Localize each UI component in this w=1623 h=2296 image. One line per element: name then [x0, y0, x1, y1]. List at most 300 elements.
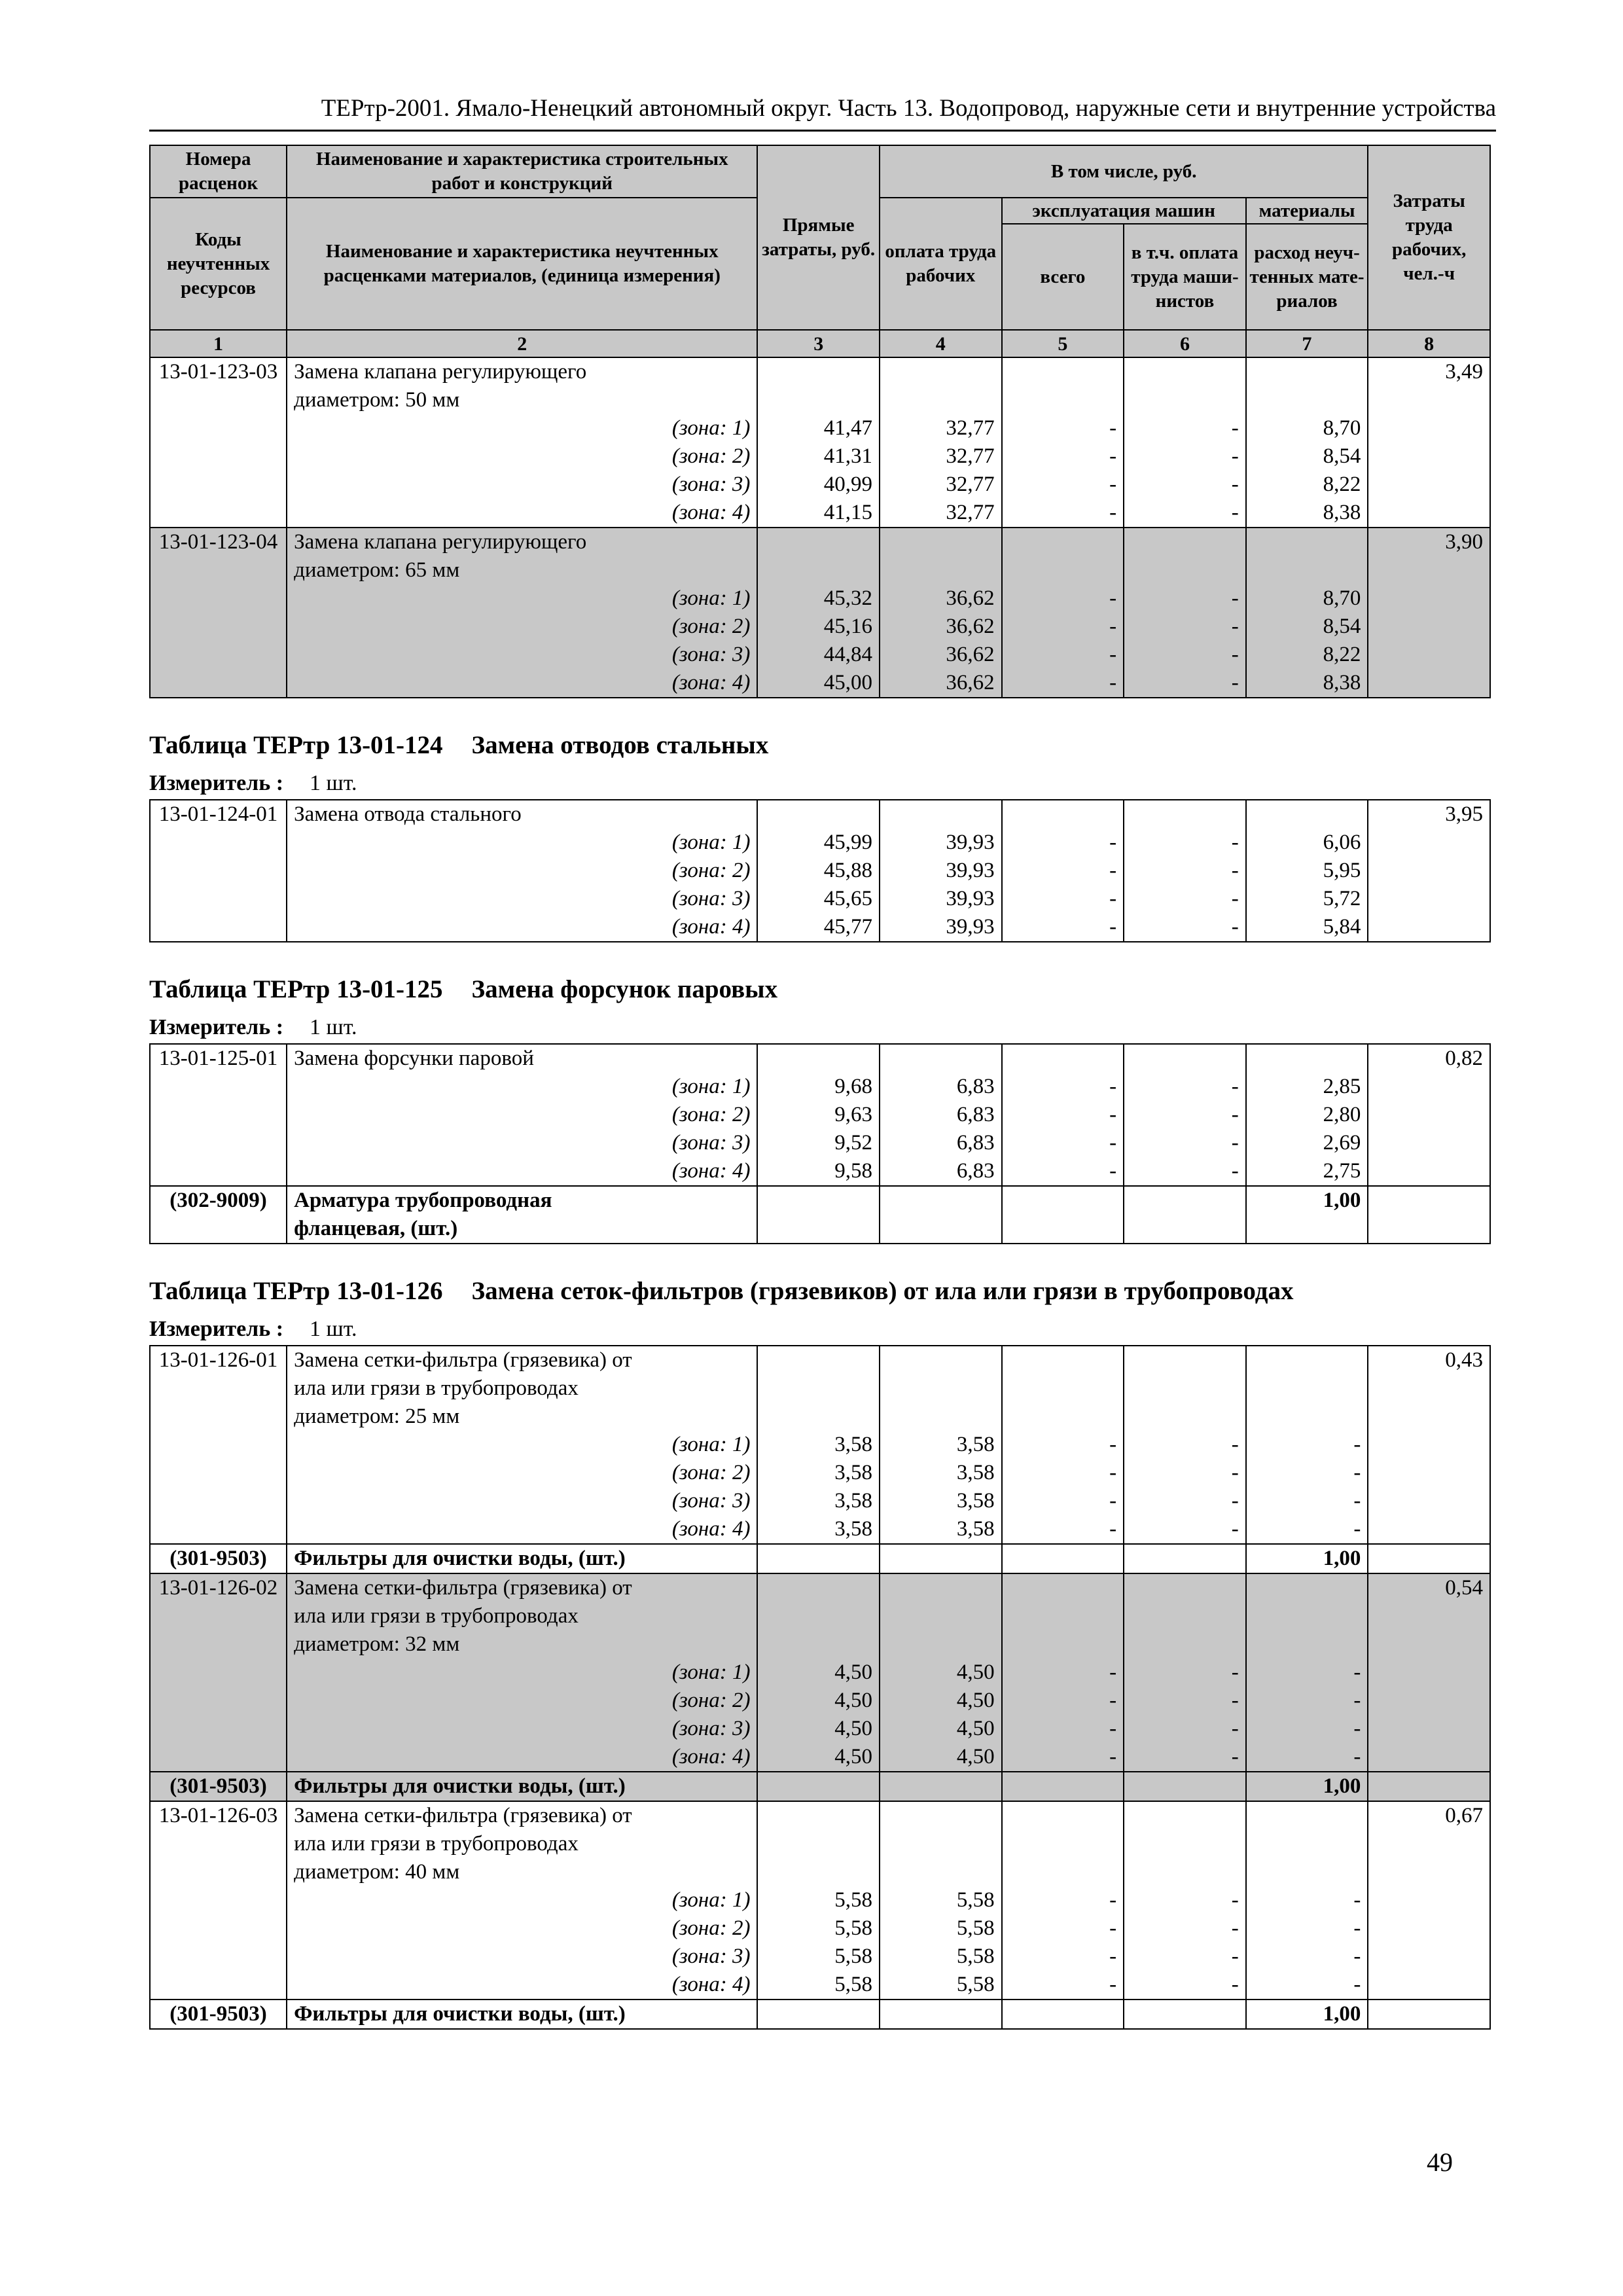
- cell-line: 45,77: [823, 915, 873, 939]
- spacer: [1253, 1374, 1361, 1403]
- machinist-pay: [1124, 1801, 1246, 2000]
- col6-header: в т.ч. оплата труда маши-нистов: [1124, 224, 1246, 330]
- empty-cell: [1002, 1544, 1124, 1573]
- rate-row: [150, 1573, 1490, 1772]
- cell-line: 9,63: [834, 1103, 873, 1126]
- cell-line: -: [1109, 859, 1117, 882]
- cell-line: -: [1109, 1973, 1117, 1996]
- cell-line: -: [1109, 831, 1117, 854]
- cell-line: (зона: 1): [671, 831, 751, 854]
- cell-line: 2,80: [1323, 1103, 1361, 1126]
- cell-line: -: [1353, 1660, 1361, 1684]
- direct-cost: [757, 1044, 880, 1186]
- spacer: [887, 528, 995, 556]
- resource-name: [287, 2000, 757, 2029]
- machine-cost: [1002, 800, 1124, 942]
- cell-line: 4,50: [834, 1717, 873, 1740]
- machine-cost: [1002, 1573, 1124, 1772]
- col7-header: расход неуч-тенных мате-риалов: [1246, 224, 1368, 330]
- spacer: [1253, 1045, 1361, 1073]
- cell-line: 45,88: [823, 859, 873, 882]
- cell-line: -: [1231, 1517, 1239, 1541]
- meter-line: [149, 1012, 1496, 1043]
- cell-line: (зона: 3): [671, 1945, 751, 1968]
- spacer: [887, 1403, 995, 1431]
- cell-line: 4,50: [834, 1689, 873, 1712]
- cell-line: 4,50: [956, 1745, 995, 1768]
- cell-line: -: [1231, 501, 1239, 524]
- spacer: [887, 1802, 995, 1830]
- empty-cell: [1002, 1186, 1124, 1244]
- cell-line: -: [1353, 1973, 1361, 1996]
- empty-cell: [1124, 1186, 1246, 1244]
- spacer: [1253, 386, 1361, 414]
- cell-line: -: [1353, 1489, 1361, 1513]
- machinist-pay: [1124, 1573, 1246, 1772]
- incl-header: В том числе, руб.: [880, 145, 1368, 198]
- spacer: [764, 1045, 872, 1073]
- direct-cost: [757, 1346, 880, 1544]
- resource-row: [150, 1186, 1490, 1244]
- table-label: Таблица ТЕРтр 13-01-124: [149, 731, 443, 759]
- table-heading: Замена отводов стальных: [471, 731, 769, 759]
- spacer: [1009, 800, 1117, 829]
- spacer: [1131, 1602, 1239, 1630]
- rate-name: [287, 1801, 757, 2000]
- cell-line: 6,83: [956, 1103, 995, 1126]
- price-table: [149, 799, 1491, 942]
- empty-cell: [880, 1186, 1002, 1244]
- table-title: [149, 727, 1496, 764]
- cell-line: -: [1231, 1660, 1239, 1684]
- cell-line: (зона: 3): [671, 1489, 751, 1513]
- cell-line: 5,58: [834, 1888, 873, 1912]
- cell-line: 32,77: [946, 444, 995, 468]
- machinist-pay: [1124, 528, 1246, 698]
- cell-line: Замена сетки-фильтра (грязевика) от: [294, 1576, 632, 1600]
- cell-line: ила или грязи в трубопроводах: [294, 1604, 579, 1628]
- cell-line: -: [1231, 416, 1239, 440]
- empty-cell: [1368, 1186, 1490, 1244]
- rate-row: [150, 1044, 1490, 1186]
- spacer: [887, 800, 995, 829]
- cell-line: диаметром: 50 мм: [294, 388, 460, 412]
- spacer: [1009, 1403, 1117, 1431]
- resource-code: [150, 2000, 287, 2029]
- rate-code: [150, 528, 287, 698]
- spacer: [1009, 1602, 1117, 1630]
- cell-line: 5,72: [1323, 887, 1361, 910]
- empty-cell: [1368, 2000, 1490, 2029]
- cell-line: (зона: 1): [671, 1433, 751, 1456]
- cell-line: 36,62: [946, 643, 995, 666]
- machine-cost: [1002, 1801, 1124, 2000]
- cell-line: 39,93: [946, 915, 995, 939]
- cell-line: -: [1109, 1075, 1117, 1098]
- cell-line: -: [1109, 586, 1117, 610]
- cell-line: диаметром: 40 мм: [294, 1860, 460, 1884]
- rate-name: [287, 1044, 757, 1186]
- spacer: [1009, 1830, 1117, 1858]
- cell-line: 4,50: [956, 1689, 995, 1712]
- rate-row: [150, 1346, 1490, 1544]
- cell-line: (302-9009): [169, 1189, 267, 1212]
- cell-line: 4,50: [834, 1660, 873, 1684]
- cell-line: 3,90: [1445, 530, 1483, 554]
- labor-pay: [880, 1573, 1002, 1772]
- resource-code: [150, 1544, 287, 1573]
- spacer: [1131, 556, 1239, 584]
- spacer: [764, 1802, 872, 1830]
- cell-line: -: [1231, 1103, 1239, 1126]
- spacer: [887, 1830, 995, 1858]
- meter-value: 1 шт.: [310, 1015, 357, 1039]
- spacer: [1009, 1858, 1117, 1886]
- cell-line: -: [1109, 1717, 1117, 1740]
- cell-line: 3,58: [956, 1489, 995, 1513]
- cell-line: -: [1353, 1945, 1361, 1968]
- rate-name: [287, 1346, 757, 1544]
- cell-line: 5,58: [956, 1973, 995, 1996]
- cell-line: 39,93: [946, 831, 995, 854]
- col8-header: Затраты труда рабочих, чел.-ч: [1368, 145, 1490, 330]
- spacer: [1131, 1858, 1239, 1886]
- cell-line: 32,77: [946, 416, 995, 440]
- rate-name: [287, 528, 757, 698]
- cell-line: диаметром: 32 мм: [294, 1632, 460, 1656]
- spacer: [1253, 528, 1361, 556]
- cell-line: -: [1353, 1888, 1361, 1912]
- cell-line: 4,50: [834, 1745, 873, 1768]
- cell-line: -: [1109, 473, 1117, 496]
- resource-code: [150, 1186, 287, 1244]
- spacer: [1009, 1630, 1117, 1659]
- spacer: [764, 1374, 872, 1403]
- spacer: [1009, 556, 1117, 584]
- cell-line: -: [1353, 1689, 1361, 1712]
- resource-qty: [1246, 1544, 1368, 1573]
- first-table-body: [150, 357, 1490, 698]
- cell-line: -: [1231, 1433, 1239, 1456]
- spacer: [764, 358, 872, 386]
- machinist-pay: [1124, 357, 1246, 528]
- cell-line: -: [1231, 915, 1239, 939]
- cell-line: 3,58: [956, 1517, 995, 1541]
- labor-pay: [880, 357, 1002, 528]
- spacer: [1253, 1346, 1361, 1374]
- spacer: [887, 1045, 995, 1073]
- cell-line: 32,77: [946, 473, 995, 496]
- cell-line: (зона: 4): [671, 501, 751, 524]
- cell-line: (301-9503): [169, 1547, 267, 1570]
- resource-row: [150, 1544, 1490, 1573]
- cell-line: 1,00: [1323, 1189, 1361, 1212]
- cell-line: Замена отвода стального: [294, 802, 522, 826]
- cell-line: (зона: 2): [671, 859, 751, 882]
- material-cost: [1246, 528, 1368, 698]
- empty-cell: [757, 1544, 880, 1573]
- cell-line: ила или грязи в трубопроводах: [294, 1376, 579, 1400]
- page-number: 49: [1427, 2147, 1453, 2177]
- cell-line: 3,58: [834, 1489, 873, 1513]
- resource-name: [287, 1772, 757, 1801]
- cell-line: 1,00: [1323, 1774, 1361, 1798]
- spacer: [1253, 556, 1361, 584]
- cell-line: 9,58: [834, 1159, 873, 1183]
- labor-hours: [1368, 357, 1490, 528]
- cell-line: -: [1231, 859, 1239, 882]
- cell-line: -: [1353, 1717, 1361, 1740]
- cell-line: (зона: 4): [671, 1517, 751, 1541]
- resource-qty: [1246, 1186, 1368, 1244]
- direct-cost: [757, 1573, 880, 1772]
- col2-top-header: Наименование и характеристика строительных работ и конструкций: [287, 145, 757, 198]
- spacer: [1009, 1802, 1117, 1830]
- rate-row: [150, 357, 1490, 528]
- rate-row: [150, 800, 1490, 942]
- empty-cell: [757, 1772, 880, 1801]
- cell-line: (зона: 2): [671, 615, 751, 638]
- cell-line: -: [1231, 1075, 1239, 1098]
- material-cost: [1246, 1573, 1368, 1772]
- cell-line: -: [1109, 1888, 1117, 1912]
- cell-line: 0,43: [1445, 1348, 1483, 1372]
- cell-line: -: [1109, 1461, 1117, 1484]
- cell-line: -: [1231, 1916, 1239, 1940]
- cell-line: (зона: 3): [671, 1717, 751, 1740]
- material-cost: [1246, 1801, 1368, 2000]
- cell-line: 2,69: [1323, 1131, 1361, 1155]
- cell-line: -: [1231, 473, 1239, 496]
- machine-cost: [1002, 357, 1124, 528]
- col3-header: Прямые затраты, руб.: [757, 145, 880, 330]
- machinist-pay: [1124, 1044, 1246, 1186]
- cell-line: (301-9503): [169, 1774, 267, 1798]
- spacer: [887, 386, 995, 414]
- meter-label: Измеритель :: [149, 1015, 284, 1039]
- spacer: [1131, 1346, 1239, 1374]
- machinist-pay: [1124, 1346, 1246, 1544]
- spacer: [1009, 528, 1117, 556]
- cell-line: -: [1109, 887, 1117, 910]
- spacer: [764, 1858, 872, 1886]
- cell-line: -: [1353, 1916, 1361, 1940]
- spacer: [1131, 800, 1239, 829]
- spacer: [887, 1602, 995, 1630]
- labor-hours: [1368, 1346, 1490, 1544]
- col2-bottom-header: Наименование и характеристика неучтенных расценками материалов, (единица измерения): [287, 198, 757, 330]
- cell-line: (зона: 4): [671, 1159, 751, 1183]
- spacer: [764, 1574, 872, 1602]
- resource-row: [150, 1772, 1490, 1801]
- material-cost: [1246, 357, 1368, 528]
- rate-row: [150, 1801, 1490, 2000]
- cell-line: -: [1109, 444, 1117, 468]
- spacer: [1253, 1630, 1361, 1659]
- cell-line: 1,00: [1323, 2002, 1361, 2026]
- empty-cell: [1124, 1772, 1246, 1801]
- spacer: [764, 1630, 872, 1659]
- cell-line: (зона: 1): [671, 586, 751, 610]
- cell-line: -: [1353, 1745, 1361, 1768]
- empty-cell: [1124, 1544, 1246, 1573]
- cell-line: 5,95: [1323, 859, 1361, 882]
- spacer: [1131, 1045, 1239, 1073]
- cell-line: (301-9503): [169, 2002, 267, 2026]
- document-page: [149, 92, 1496, 2030]
- cell-line: Арматура трубопроводная: [294, 1189, 552, 1212]
- cell-line: Фильтры для очистки воды, (шт.): [294, 2002, 626, 2026]
- labor-hours: [1368, 800, 1490, 942]
- meter-line: [149, 1314, 1496, 1345]
- cell-line: 13-01-126-03: [158, 1804, 278, 1827]
- spacer: [764, 800, 872, 829]
- rate-code: [150, 1044, 287, 1186]
- cell-line: 44,84: [823, 643, 872, 666]
- spacer: [1253, 1858, 1361, 1886]
- cell-line: -: [1231, 1717, 1239, 1740]
- cell-line: -: [1109, 416, 1117, 440]
- spacer: [1253, 1574, 1361, 1602]
- spacer: [887, 1346, 995, 1374]
- spacer: [1009, 1346, 1117, 1374]
- cell-line: 3,58: [956, 1433, 995, 1456]
- cell-line: 5,58: [956, 1945, 995, 1968]
- cell-line: 8,22: [1323, 473, 1361, 496]
- cell-line: -: [1109, 643, 1117, 666]
- cell-line: 13-01-124-01: [158, 802, 278, 826]
- cell-line: Фильтры для очистки воды, (шт.): [294, 1774, 626, 1798]
- cell-line: 36,62: [946, 586, 995, 610]
- col4-header: оплата труда рабочих: [880, 198, 1002, 330]
- empty-cell: [880, 1544, 1002, 1573]
- rate-name: [287, 357, 757, 528]
- price-table: [149, 1345, 1491, 2030]
- spacer: [764, 1830, 872, 1858]
- cell-line: (зона: 1): [671, 1888, 751, 1912]
- spacer: [764, 386, 872, 414]
- cell-line: 8,38: [1323, 501, 1361, 524]
- sections-container: [149, 727, 1496, 2030]
- cell-line: (зона: 1): [671, 1075, 751, 1098]
- cell-line: -: [1109, 1159, 1117, 1183]
- empty-cell: [1002, 1772, 1124, 1801]
- cell-line: 1,00: [1323, 1547, 1361, 1570]
- spacer: [1009, 1374, 1117, 1403]
- cell-line: Замена форсунки паровой: [294, 1047, 534, 1070]
- cell-line: -: [1353, 1433, 1361, 1456]
- spacer: [1131, 358, 1239, 386]
- cell-line: -: [1109, 1916, 1117, 1940]
- spacer: [1131, 1574, 1239, 1602]
- cell-line: -: [1109, 1433, 1117, 1456]
- cell-line: -: [1231, 1461, 1239, 1484]
- cell-line: 2,85: [1323, 1075, 1361, 1098]
- direct-cost: [757, 357, 880, 528]
- cell-line: -: [1109, 1103, 1117, 1126]
- cell-line: -: [1109, 501, 1117, 524]
- cell-line: (зона: 2): [671, 444, 751, 468]
- meter-value: 1 шт.: [310, 771, 357, 795]
- cell-line: -: [1109, 915, 1117, 939]
- cell-line: -: [1231, 615, 1239, 638]
- cell-line: 8,70: [1323, 416, 1361, 440]
- cell-line: -: [1109, 1489, 1117, 1513]
- cell-line: Замена клапана регулирующего: [294, 360, 587, 384]
- cell-line: 36,62: [946, 615, 995, 638]
- cell-line: 13-01-126-02: [158, 1576, 278, 1600]
- spacer: [764, 528, 872, 556]
- cell-line: -: [1231, 1888, 1239, 1912]
- spacer: [1253, 1802, 1361, 1830]
- column-number-row: 1 2 3 4 5 6 7 8: [150, 330, 1490, 357]
- rate-code: [150, 1573, 287, 1772]
- col1-top-header: Номера расценок: [150, 145, 287, 198]
- spacer: [1131, 1802, 1239, 1830]
- empty-cell: [880, 1772, 1002, 1801]
- cell-line: 3,95: [1445, 802, 1483, 826]
- empty-cell: [1368, 1544, 1490, 1573]
- spacer: [887, 1574, 995, 1602]
- meter-value: 1 шт.: [310, 1317, 357, 1341]
- cell-line: -: [1109, 1745, 1117, 1768]
- cell-line: 0,54: [1445, 1576, 1483, 1600]
- cell-line: 3,58: [834, 1517, 873, 1541]
- cell-line: 9,52: [834, 1131, 873, 1155]
- cell-line: 9,68: [834, 1075, 873, 1098]
- cell-line: -: [1231, 444, 1239, 468]
- machinist-pay: [1124, 800, 1246, 942]
- resource-qty: [1246, 1772, 1368, 1801]
- spacer: [764, 1602, 872, 1630]
- cell-line: 13-01-126-01: [158, 1348, 278, 1372]
- spacer: [887, 358, 995, 386]
- price-table: [149, 1043, 1491, 1244]
- meter-label: Измеритель :: [149, 771, 284, 795]
- cell-line: 41,15: [823, 501, 872, 524]
- cell-line: 40,99: [823, 473, 872, 496]
- labor-pay: [880, 1044, 1002, 1186]
- cell-line: 5,58: [834, 1916, 873, 1940]
- cell-line: 5,58: [834, 1973, 873, 1996]
- cell-line: 13-01-123-03: [158, 360, 278, 384]
- rate-row: [150, 528, 1490, 698]
- cell-line: -: [1231, 1689, 1239, 1712]
- material-cost: [1246, 800, 1368, 942]
- cell-line: -: [1109, 1131, 1117, 1155]
- empty-cell: [1002, 2000, 1124, 2029]
- labor-hours: [1368, 1573, 1490, 1772]
- cell-line: 13-01-125-01: [158, 1047, 278, 1070]
- cell-line: 39,93: [946, 859, 995, 882]
- spacer: [887, 556, 995, 584]
- cell-line: 5,58: [956, 1888, 995, 1912]
- materials-header: материалы: [1246, 198, 1368, 224]
- meter-label: Измеритель :: [149, 1317, 284, 1341]
- cell-line: Фильтры для очистки воды, (шт.): [294, 1547, 626, 1570]
- cell-line: (зона: 4): [671, 1745, 751, 1768]
- machine-cost: [1002, 1346, 1124, 1544]
- cell-line: (зона: 1): [671, 416, 751, 440]
- cell-line: Замена сетки-фильтра (грязевика) от: [294, 1348, 632, 1372]
- rate-code: [150, 1346, 287, 1544]
- cell-line: 32,77: [946, 501, 995, 524]
- empty-cell: [1124, 2000, 1246, 2029]
- cell-line: (зона: 3): [671, 887, 751, 910]
- cell-line: 2,75: [1323, 1159, 1361, 1183]
- cell-line: (зона: 3): [671, 1131, 751, 1155]
- cell-line: 13-01-123-04: [158, 530, 278, 554]
